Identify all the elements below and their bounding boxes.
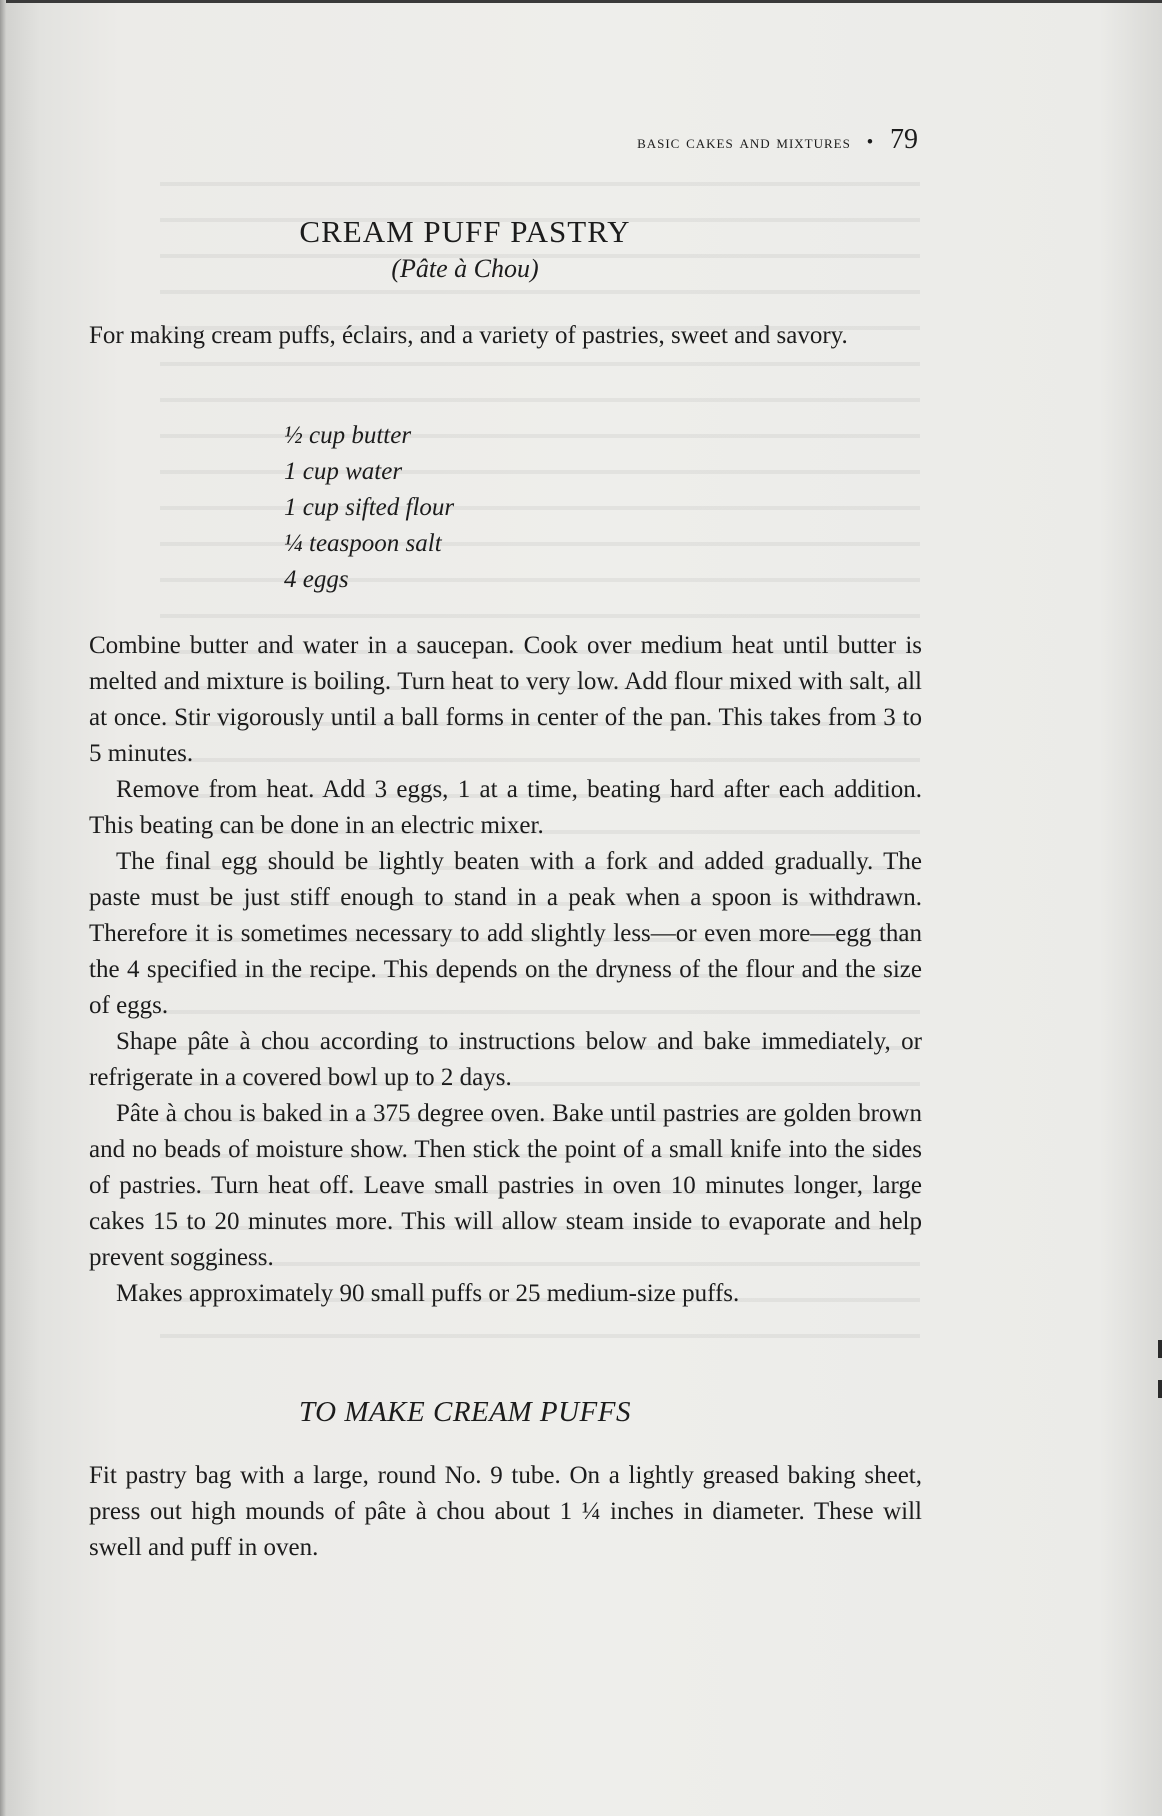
ingredient-item: ¼ teaspoon salt: [284, 530, 442, 557]
ingredient-item: 1 cup water: [284, 458, 403, 485]
ingredient-item: 1 cup sifted flour: [284, 494, 455, 521]
method-paragraph: Makes approximately 90 small puffs or 25 medium-size puffs.: [116, 1280, 740, 1307]
running-head-bullet: •: [866, 132, 875, 153]
page-number: 79: [890, 124, 918, 155]
method-paragraph: Remove from heat. Add 3 eggs, 1 at a time, beating hard after each addition. This beating can be done in an electric mixer.: [89, 776, 922, 839]
ingredient-list: [284, 418, 454, 598]
page-top-edge: [0, 0, 1162, 3]
section-paragraph: Fit pastry bag with a large, round No. 9 tube. On a lightly greased baking sheet, press out high mounds of pâte à chou about 1 ¼ inches in diameter. These will swell and puff in oven.: [89, 1462, 922, 1561]
recipe-title: CREAM PUFF PASTRY: [299, 214, 631, 249]
method-paragraph: Pâte à chou is baked in a 375 degree oven. Bake until pastries are golden brown and no beads of moisture show. Then stick the point of a small knife into the sides of pastries. Turn heat off. Leave small pastries in oven 10 minutes longer, large cakes 15 to 20 minutes more. This will allow steam inside to evaporate and help prevent sogginess.: [89, 1100, 922, 1271]
method-paragraph: The final egg should be lightly beaten with a fork and added gradually. The paste must be just stiff enough to stand in a peak when a spoon is withdrawn. Therefore it is sometimes necessary to add slightly less—or even more—egg than the 4 specified in the recipe. This depends on the dryness of the flour and the size of eggs.: [89, 848, 922, 1019]
page-edge-marks: [1158, 1340, 1162, 1430]
running-head: [637, 124, 918, 156]
ingredient-item: ½ cup butter: [284, 422, 412, 449]
recipe-method: [89, 628, 922, 1312]
section-body: [89, 1458, 922, 1566]
recipe-intro: For making cream puffs, éclairs, and a variety of pastries, sweet and savory.: [89, 322, 848, 349]
method-paragraph: Combine butter and water in a saucepan. Cook over medium heat until butter is melted and mixture is boiling. Turn heat to very low. Add flour mixed with salt, all at once. Stir vigorously until a ball forms in center of the pan. This takes from 3 to 5 minutes.: [89, 632, 922, 767]
ingredient-item: 4 eggs: [284, 566, 349, 593]
section-title: TO MAKE CREAM PUFFS: [299, 1396, 631, 1428]
recipe-subtitle: (Pâte à Chou): [391, 254, 539, 283]
method-paragraph: Shape pâte à chou according to instructions below and bake immediately, or refrigerate in a covered bowl up to 2 days.: [89, 1028, 922, 1091]
running-head-text: basic cakes and mixtures: [637, 132, 851, 153]
